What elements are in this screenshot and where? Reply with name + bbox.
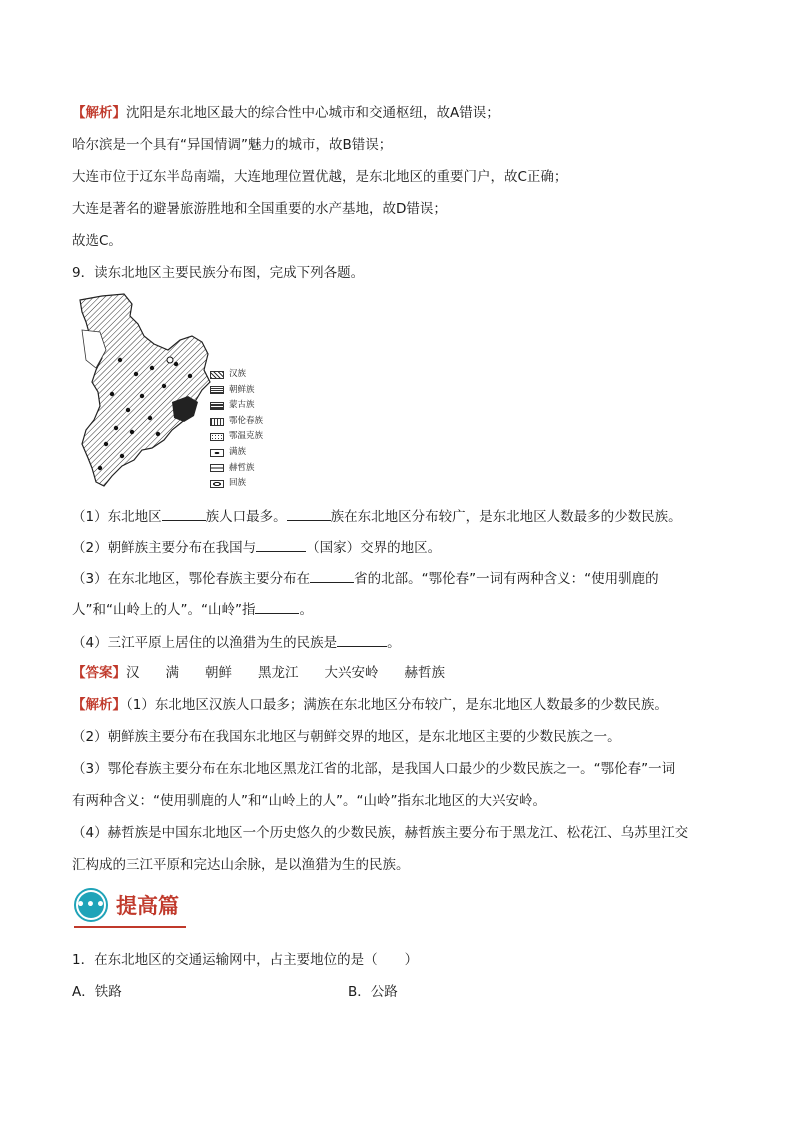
q9-sub-3: （3）在东北地区，鄂伦春族主要分布在 省的北部。“鄂伦春”一词有两种含义：“使用驯鹿的 xyxy=(72,568,659,589)
question-9-stem: 9．读东北地区主要民族分布图，完成下列各题。 xyxy=(72,265,365,281)
answer-blank[interactable] xyxy=(310,568,354,583)
map-legend xyxy=(210,367,263,492)
analysis-line-1: 【解析】沈阳是东北地区最大的综合性中心城市和交通枢纽，故A错误； xyxy=(72,105,500,121)
map-outline xyxy=(80,294,210,486)
legend-item: 蒙古族 xyxy=(210,398,263,414)
legend-item: 鄂伦春族 xyxy=(210,414,263,430)
legend-item: 汉族 xyxy=(210,367,263,383)
answer-blank[interactable] xyxy=(287,506,331,521)
q9-analysis-3: （3）鄂伦春族主要分布在东北地区黑龙江省的北部，是我国人口最少的少数民族之一。“鄂伦春”一词 xyxy=(72,761,676,777)
answer-tag: 【答案】 xyxy=(72,665,126,681)
section-header xyxy=(74,888,179,922)
option-a[interactable]: A．铁路 xyxy=(72,984,122,1000)
legend-item: 回族 xyxy=(210,476,263,492)
option-b[interactable]: B．公路 xyxy=(348,984,398,1000)
answer-blank[interactable] xyxy=(162,506,206,521)
q9-sub-3-cont: 人”和“山岭上的人”。“山岭”指 。 xyxy=(72,599,313,620)
legend-item: 赫哲族 xyxy=(210,461,263,477)
answer-blank[interactable] xyxy=(337,632,387,647)
q9-answer: 【答案】汉 满 朝鲜 黑龙江 大兴安岭 赫哲族 xyxy=(72,665,445,681)
q9-analysis-4-cont: 汇构成的三江平原和完达山余脉，是以渔猎为生的民族。 xyxy=(72,857,410,873)
q9-analysis-4: （4）赫哲族是中国东北地区一个历史悠久的少数民族，赫哲族主要分布于黑龙江、松花江、乌苏里江交 xyxy=(72,825,689,841)
legend-item: 朝鲜族 xyxy=(210,383,263,399)
q9-analysis-1: 【解析】（1）东北地区汉族人口最多；满族在东北地区分布较广，是东北地区人数最多的少数民族。 xyxy=(72,697,668,713)
q9-analysis-2: （2）朝鲜族主要分布在我国东北地区与朝鲜交界的地区，是东北地区主要的少数民族之一。 xyxy=(72,729,621,745)
analysis-line-3: 大连市位于辽东半岛南端，大连地理位置优越，是东北地区的重要门户，故C正确； xyxy=(72,169,568,185)
analysis-tag: 【解析】 xyxy=(72,697,126,713)
analysis-line-4: 大连是著名的避暑旅游胜地和全国重要的水产基地，故D错误； xyxy=(72,201,447,217)
answer-blank[interactable] xyxy=(255,599,299,614)
q9-sub-2: （2）朝鲜族主要分布在我国与 （国家）交界的地区。 xyxy=(72,537,441,558)
legend-item: 满族 xyxy=(210,445,263,461)
analysis-line-5: 故选C。 xyxy=(72,233,122,249)
section-title: 提高篇 xyxy=(116,893,179,918)
more-dots-icon: ••• xyxy=(74,888,108,922)
analysis-tag: 【解析】 xyxy=(72,105,126,121)
q9-analysis-3-cont: 有两种含义：“使用驯鹿的人”和“山岭上的人”。“山岭”指东北地区的大兴安岭。 xyxy=(72,793,546,809)
section-underline xyxy=(74,926,186,928)
legend-item: 鄂温克族 xyxy=(210,429,263,445)
analysis-line-2: 哈尔滨是一个具有“异国情调”魅力的城市，故B错误； xyxy=(72,137,393,153)
q9-sub-4: （4）三江平原上居住的以渔猎为生的民族是 。 xyxy=(72,632,401,653)
question-1-stem: 1．在东北地区的交通运输网中，占主要地位的是（ ） xyxy=(72,952,419,968)
q9-sub-1: （1）东北地区 族人口最多。 族在东北地区分布较广，是东北地区人数最多的少数民族。 xyxy=(72,506,682,527)
answer-blank[interactable] xyxy=(256,537,306,552)
